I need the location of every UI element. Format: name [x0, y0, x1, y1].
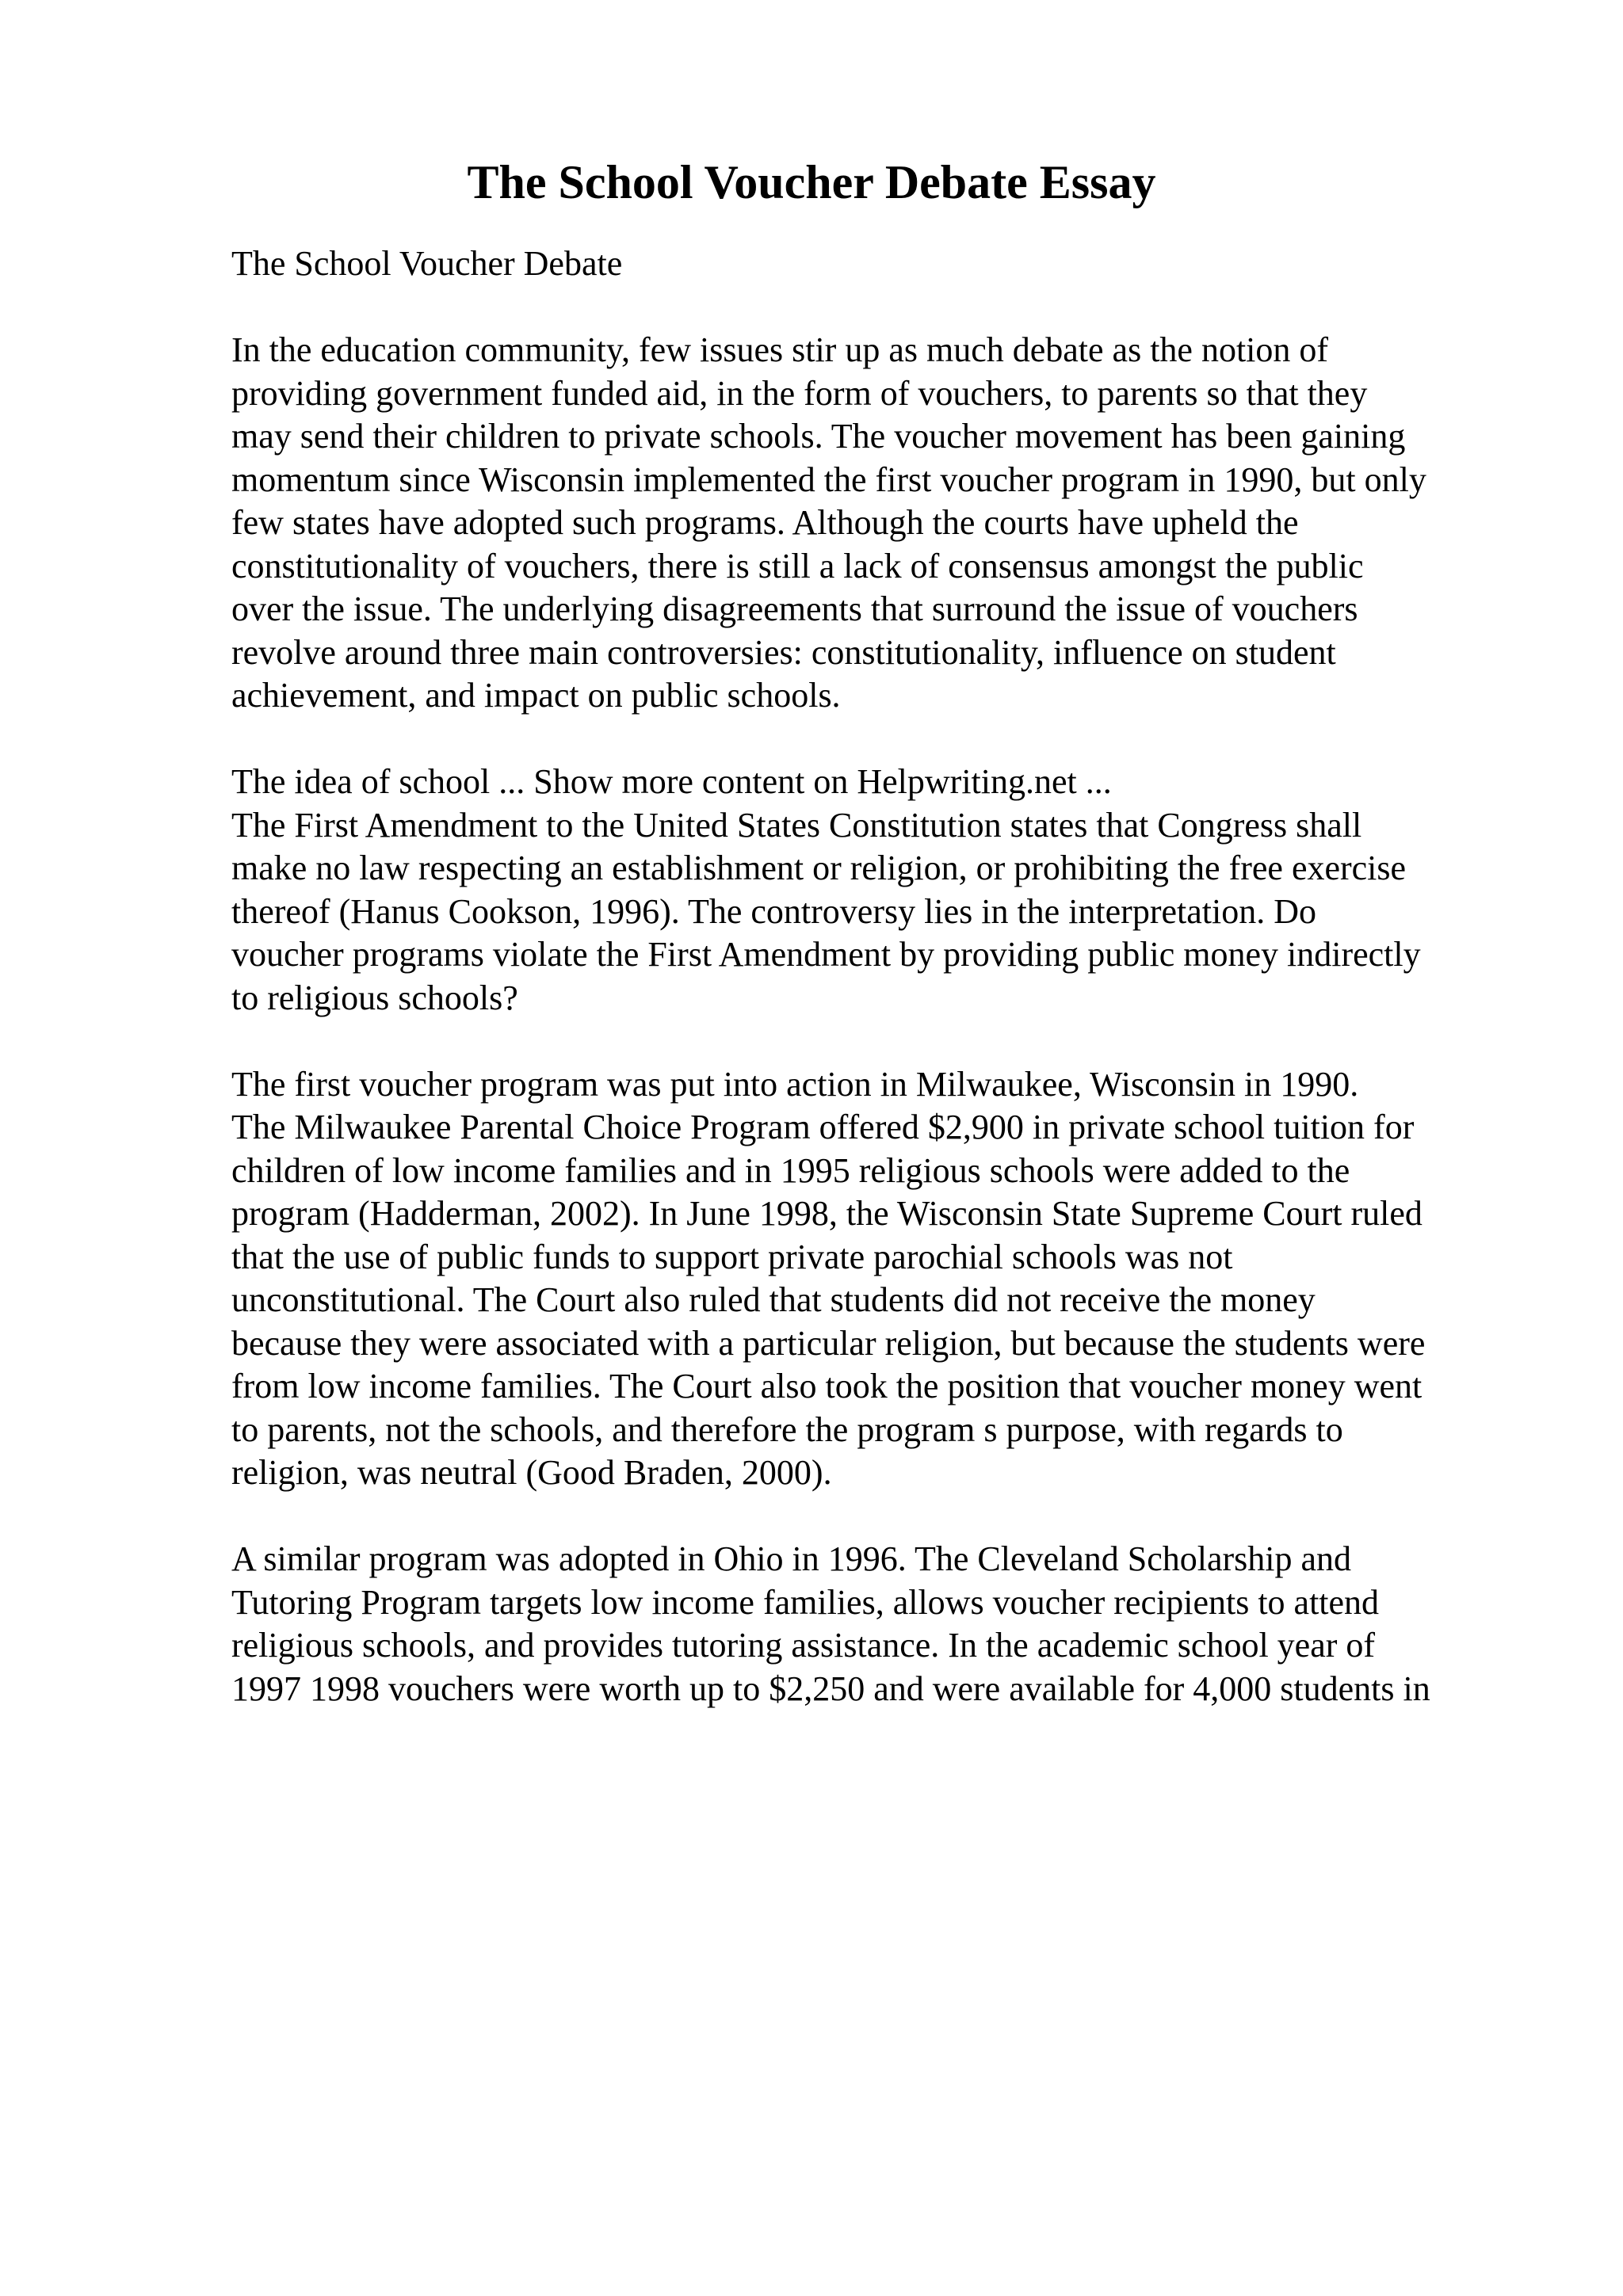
text-line: The Milwaukee Parental Choice Program offered $2,900 in private school tuition for — [231, 1108, 1415, 1146]
subtitle: The School Voucher Debate — [231, 244, 623, 283]
text-line: 1997 1998 vouchers were worth up to $2,250 and were available for 4,000 students in — [231, 1669, 1430, 1708]
text-line: to parents, not the schools, and therefore the program s purpose, with regards to — [231, 1409, 1343, 1449]
text-line: The First Amendment to the United States Constitution states that Congress shall — [231, 805, 1362, 845]
paragraph-milwaukee — [231, 1063, 1515, 1495]
text-line: The first voucher program was put into action in Milwaukee, Wisconsin in 1990. — [231, 1064, 1359, 1104]
text-line: may send their children to private schools. The voucher movement has been gaining — [231, 417, 1406, 456]
text-line: over the issue. The underlying disagreements that surround the issue of vouchers — [231, 589, 1358, 628]
paragraph-ohio — [231, 1538, 1515, 1711]
document-body — [231, 242, 1515, 1711]
text-line: thereof (Hanus Cookson, 1996). The controversy lies in the interpretation. Do — [231, 891, 1316, 931]
text-line: Tutoring Program targets low income families, allows voucher recipients to attend — [231, 1582, 1380, 1622]
text-line: A similar program was adopted in Ohio in 1996. The Cleveland Scholarship and — [231, 1539, 1352, 1578]
text-line: constitutionality of vouchers, there is still a lack of consensus amongst the public — [231, 546, 1364, 585]
text-line: children of low income families and in 1995 religious schools were added to the — [231, 1150, 1350, 1190]
text-line: revolve around three main controversies: constitutionality, influence on student — [231, 632, 1336, 672]
text-line: that the use of public funds to support private parochial schools was not — [231, 1237, 1233, 1276]
text-line: In the education community, few issues stir up as much debate as the notion of — [231, 330, 1329, 369]
text-line: voucher programs violate the First Amendment by providing public money indirectly — [231, 935, 1421, 974]
text-line: religious schools, and provides tutoring assistance. In the academic school year of — [231, 1626, 1376, 1665]
text-line: religion, was neutral (Good Braden, 2000). — [231, 1453, 832, 1492]
page-title: The School Voucher Debate Essay — [467, 156, 1156, 208]
text-line: because they were associated with a particular religion, but because the students were — [231, 1323, 1426, 1363]
paragraph-first-amendment — [231, 761, 1515, 1020]
text-line: unconstitutional. The Court also ruled that students did not receive the money — [231, 1280, 1316, 1319]
text-line: providing government funded aid, in the form of vouchers, to parents so that they — [231, 373, 1368, 413]
text-line: The idea of school ... Show more content on Helpwriting.net ... — [231, 762, 1112, 801]
text-line: to religious schools? — [231, 978, 518, 1017]
text-line: from low income families. The Court also took the position that voucher money went — [231, 1367, 1423, 1405]
text-line: program (Hadderman, 2002). In June 1998, the Wisconsin State Supreme Court ruled — [231, 1194, 1423, 1233]
paragraph-intro — [231, 329, 1515, 718]
text-line: few states have adopted such programs. Although the courts have upheld the — [231, 503, 1299, 542]
text-line: momentum since Wisconsin implemented the first voucher program in 1990, but only — [231, 460, 1426, 499]
text-line: achievement, and impact on public schools. — [231, 676, 841, 715]
text-line: make no law respecting an establishment or religion, or prohibiting the free exercise — [231, 849, 1407, 887]
